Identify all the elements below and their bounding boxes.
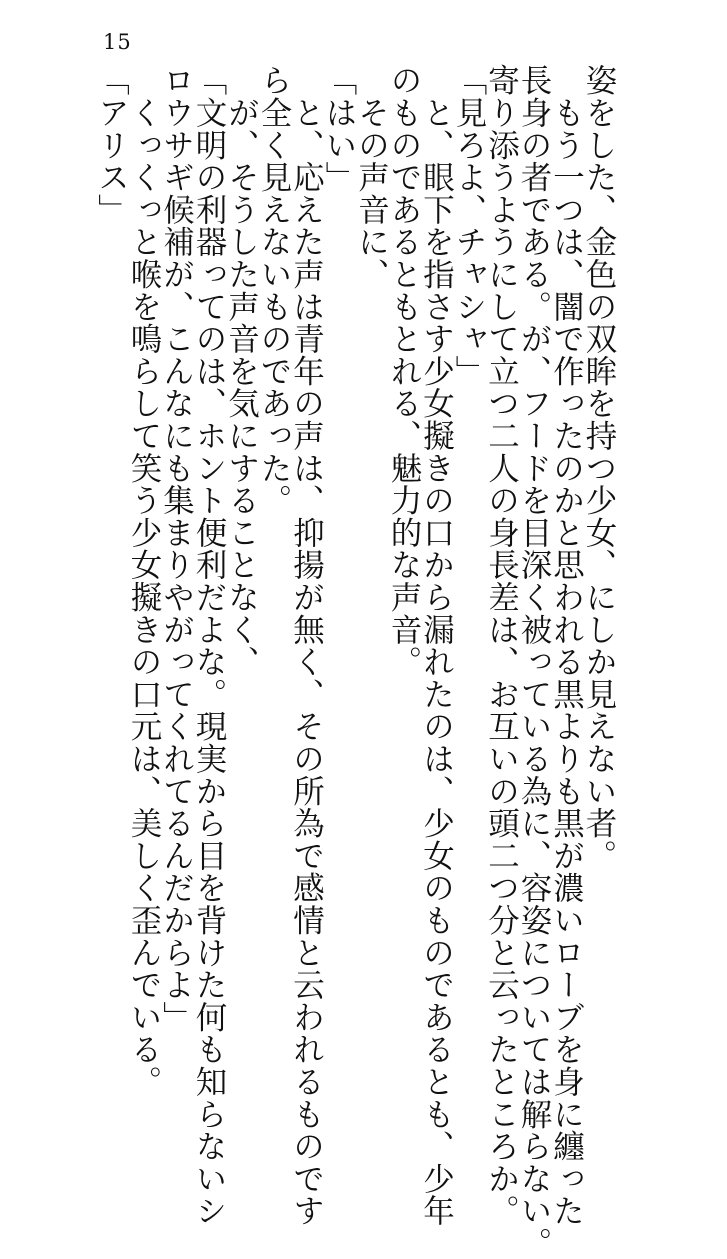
text-line: のものであるともとれる、魅力的な声音。 <box>386 64 422 678</box>
text-line: と、応えた声は青年の声は、抑揚が無く、その所為で感情と云われるものです <box>288 64 325 1227</box>
text-line: と、眼下を指さす少女擬きの口から漏れたのは、少女のものであるとも、少年 <box>418 64 455 1227</box>
page-number: 15 <box>103 30 132 54</box>
text-line: もう一つは、闇で作ったのかと思われる黒よりも黒が濃いローブを身に纏った <box>548 64 585 1227</box>
text-line: 「はい」 <box>321 64 357 194</box>
text-line: 姿をした、金色の双眸を持つ少女、にしか見えない者。 <box>581 64 617 872</box>
text-line: 「見ろよ、チャシャ」 <box>451 64 487 387</box>
text-line: ら全く見えないものであった。 <box>256 64 292 517</box>
text-line: 「文明の利器ってのは、ホント便利だよな。現実から目を背けた何も知らないシ <box>191 64 227 1227</box>
text-line: その声音に、 <box>353 64 390 291</box>
vertical-text-body <box>93 64 617 1259</box>
text-line: くっくっと喉を鳴らして笑う少女擬きの口元は、美しく歪んでいる。 <box>126 64 162 1098</box>
text-line: ロウサギ候補が、こんなにも集まりやがってくれてるんだからよ」 <box>158 64 195 1033</box>
text-line: が、そうした声音を気にすることなく、 <box>223 64 260 678</box>
text-line: 長身の者である。が、フードを目深く被っている為に、容姿については解らない。 <box>516 64 552 1259</box>
text-line: 「アリス」 <box>93 64 130 226</box>
text-line: 寄り添うようにして立つ二人の身長差は、お互いの頭二つ分と云ったところか。 <box>483 64 520 1227</box>
